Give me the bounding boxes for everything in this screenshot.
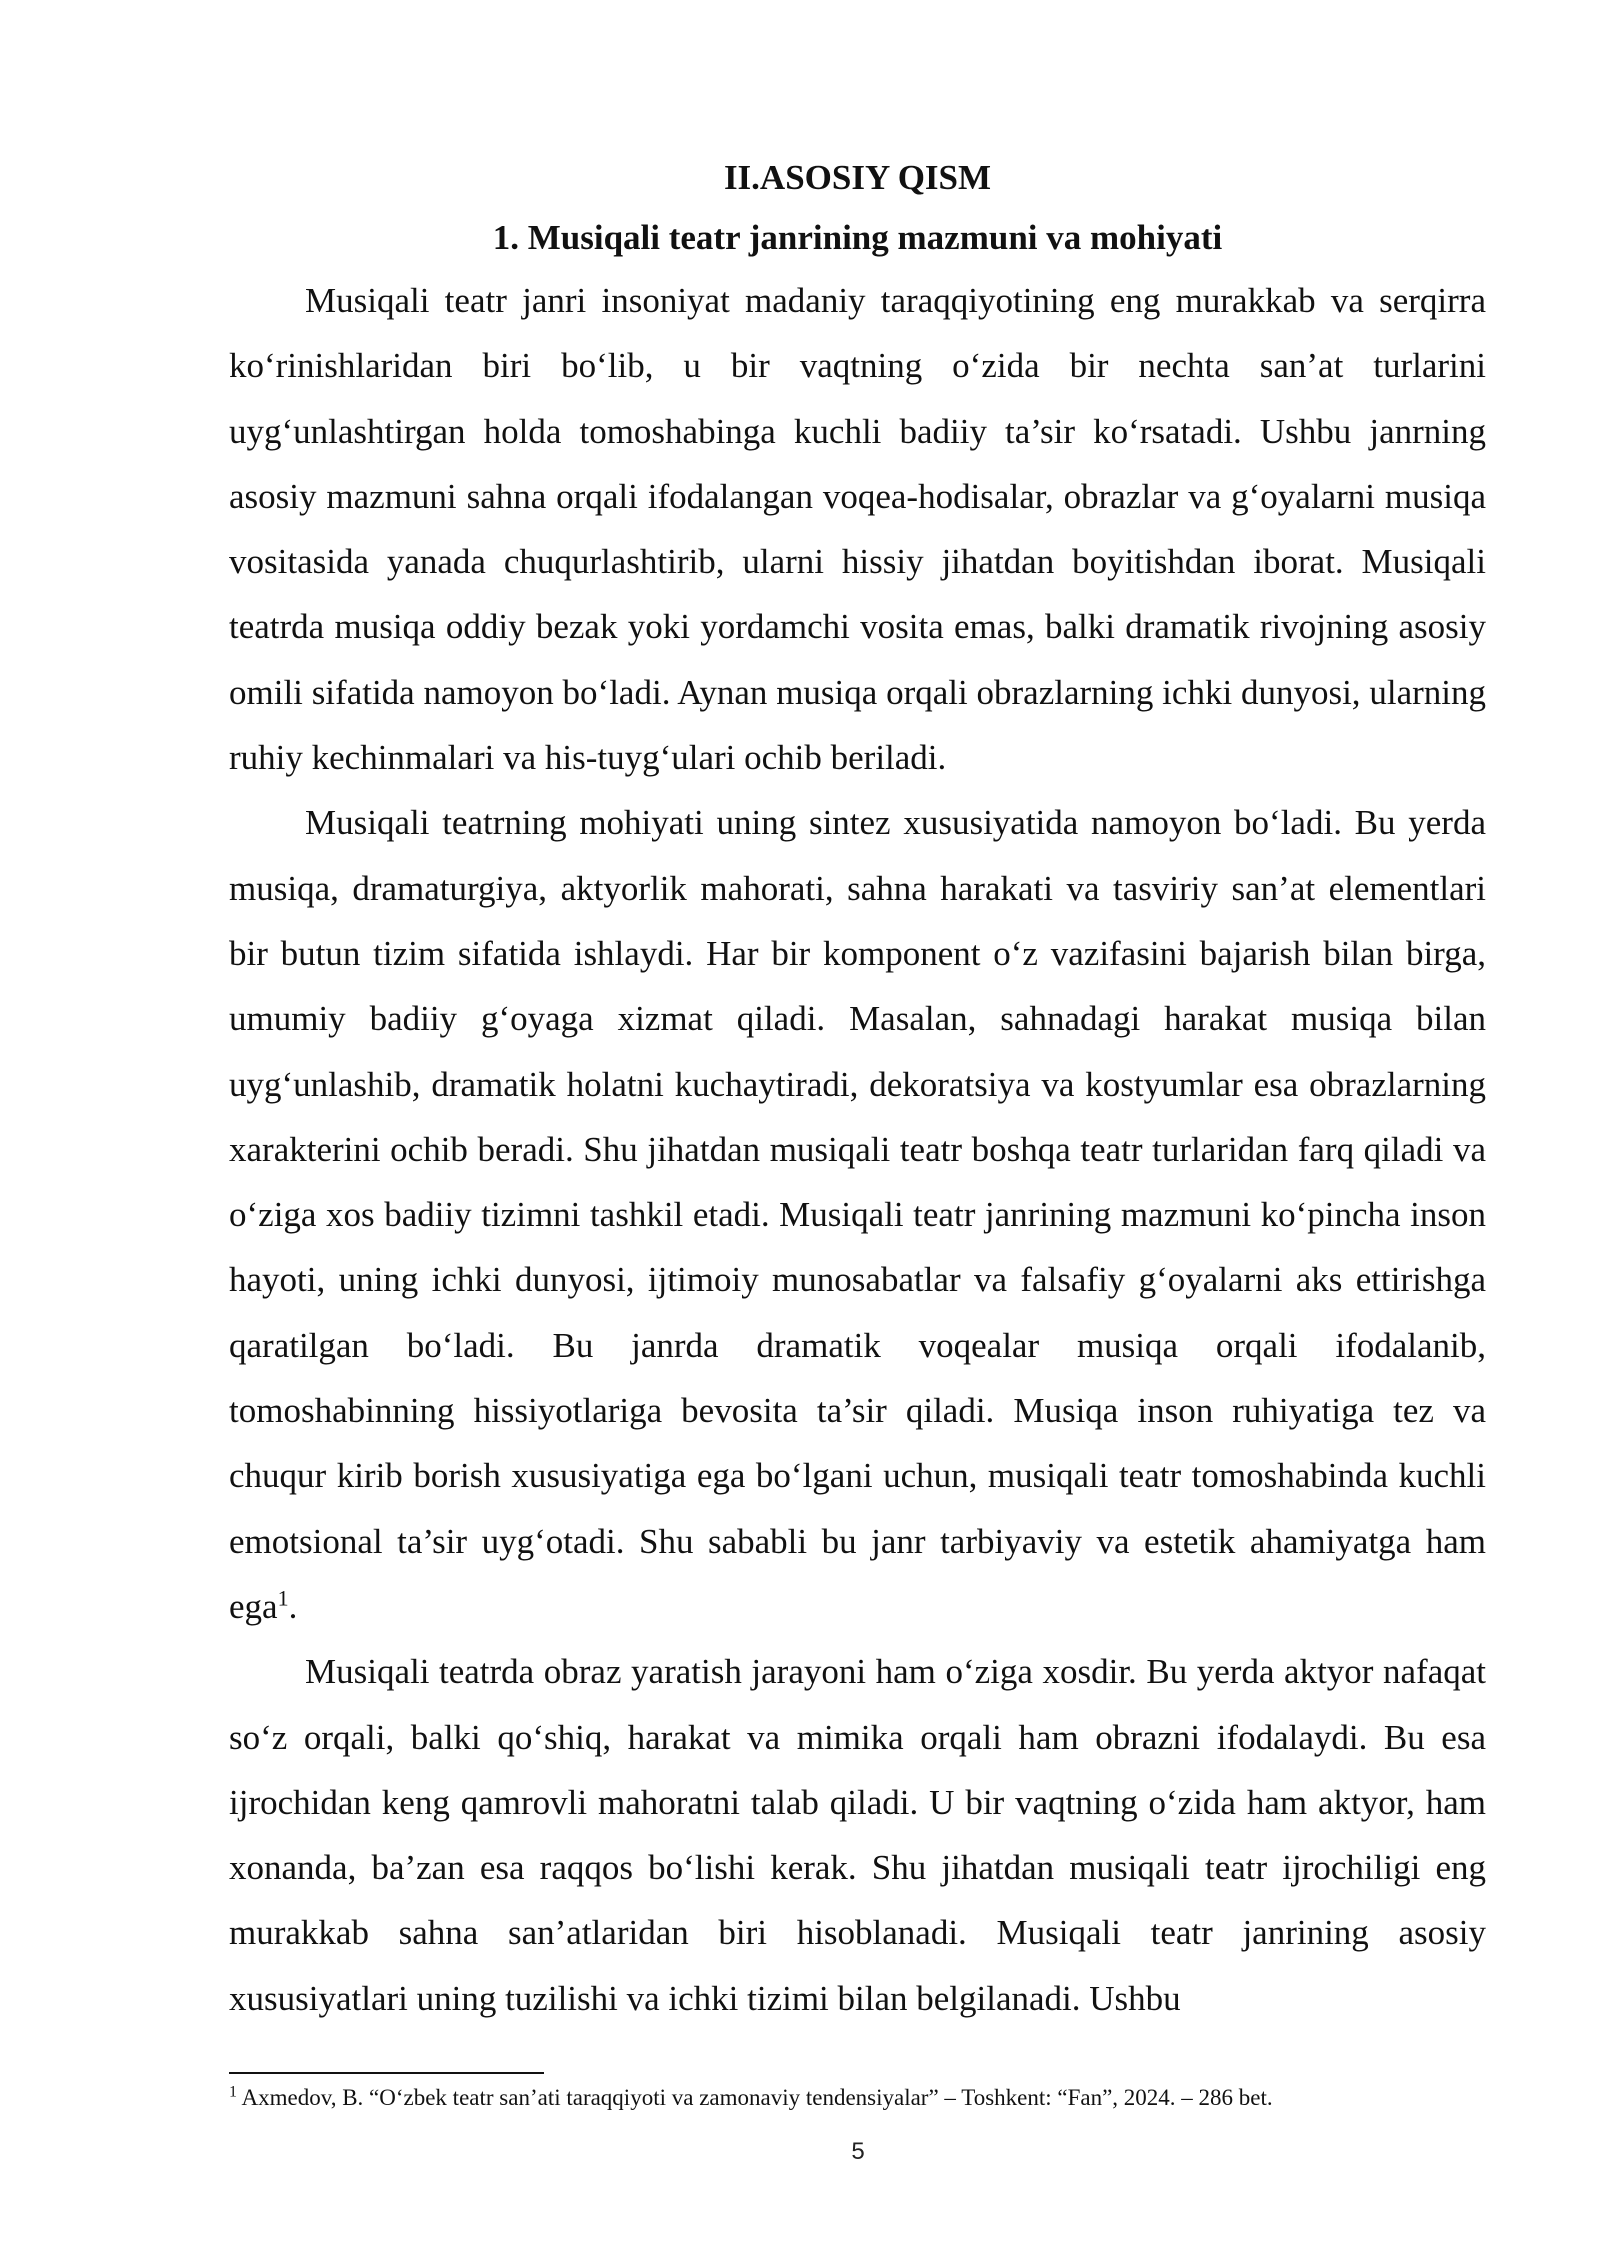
footnote xyxy=(229,2082,1486,2114)
paragraph-2 xyxy=(229,790,1486,1639)
section-heading: II.ASOSIY QISM xyxy=(723,158,992,197)
paragraph-3: Musiqali teatrda obraz yaratish jarayoni ham o‘ziga xosdir. Bu yerda aktyor nafaqat so‘z orqali, balki qo‘shiq, harakat va mimika orqali ham obrazni ifodalaydi. Bu esa ijrochidan keng qamrovli mahoratni talab qiladi. U bir vaqtning o‘zida ham aktyor, ham xonanda, ba’zan esa raqqos bo‘lishi kerak. Shu jihatdan musiqali teatr ijrochiligi eng murakkab sahna san’atlaridan biri hisoblanadi. Musiqali teatr janrining asosiy xususiyatlari uning tuzilishi va ichki tizimi bilan belgilanadi. Ushbu xyxy=(229,1652,1486,2018)
paragraph-2-text: Musiqali teatrning mohiyati uning sintez xususiyatida namoyon bo‘ladi. Bu yerda musiqa, dramaturgiya, aktyorlik mahorati, sahna harakati va tasviriy san’at elementlari bir butun tizim sifatida ishlaydi. Har bir komponent o‘z vazifasini bajarish bilan birga, umumiy badiiy g‘oyaga xizmat qiladi. Masalan, sahnadagi harakat musiqa bilan uyg‘unlashib, dramatik holatni kuchaytiradi, dekoratsiya va kostyumlar esa obrazlarning xarakterini ochib beradi. Shu jihatdan musiqali teatr boshqa teatr turlaridan farq qiladi va o‘ziga xos badiiy tizimni tashkil etadi. Musiqali teatr janrining mazmuni ko‘pincha inson hayoti, uning ichki dunyosi, ijtimoiy munosabatlar va falsafiy g‘oyalarni aks ettirishga qaratilgan bo‘ladi. Bu janrda dramatik voqealar musiqa orqali ifodalanib, tomoshabinning hissiyotlariga bevosita ta’sir qiladi. Musiqa inson ruhiyatiga tez va chuqur kirib borish xususiyatiga ega bo‘lgani uchun, musiqali teatr tomoshabinda kuchli emotsional ta’sir uyg‘otadi. Shu sababli bu janr tarbiyaviy va estetik ahamiyatga ham ega xyxy=(229,803,1486,1626)
chapter-title: 1. Musiqali teatr janrining mazmuni va mohiyati xyxy=(492,218,1223,257)
page-number: 5 xyxy=(851,2138,865,2165)
footnote-separator xyxy=(229,2072,544,2074)
footnote-text: Axmedov, B. “O‘zbek teatr san’ati taraqqiyoti va zamonaviy tendensiyalar” – Toshkent: “Fan”, 2024. – 286 bet. xyxy=(237,2085,1273,2110)
footnote-number: 1 xyxy=(229,2083,237,2101)
paragraph-2-end: . xyxy=(288,1586,298,1626)
footnote-reference[interactable]: 1 xyxy=(277,1585,289,1611)
page-body xyxy=(229,148,1486,2031)
paragraph-1: Musiqali teatr janri insoniyat madaniy taraqqiyotining eng murakkab va serqirra ko‘rinishlaridan biri bo‘lib, u bir vaqtning o‘zida bir nechta san’at turlarini uyg‘unlashtirgan holda tomoshabinga kuchli badiiy ta’sir ko‘rsatadi. Ushbu janrning asosiy mazmuni sahna orqali ifodalangan voqea-hodisalar, obrazlar va g‘oyalarni musiqa vositasida yanada chuqurlashtirib, ularni hissiy jihatdan boyitishdan iborat. Musiqali teatrda musiqa oddiy bezak yoki yordamchi vosita emas, balki dramatik rivojning asosiy omili sifatida namoyon bo‘ladi. Aynan musiqa orqali obrazlarning ichki dunyosi, ularning ruhiy kechinmalari va his-tuyg‘ulari ochib beriladi. xyxy=(229,281,1486,778)
